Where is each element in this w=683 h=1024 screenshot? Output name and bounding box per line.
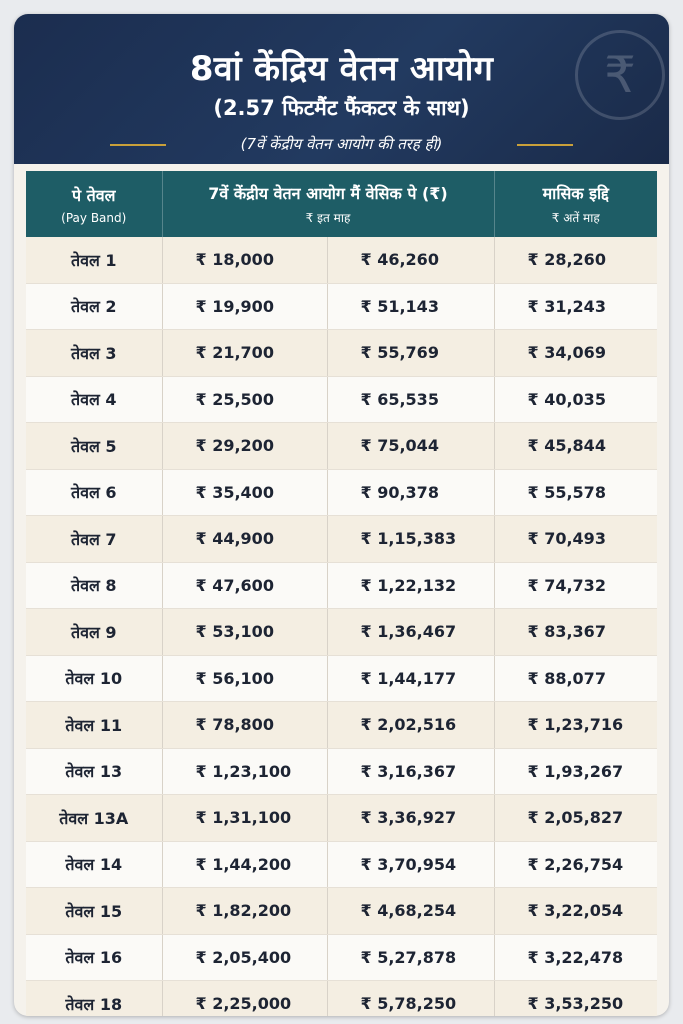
increase-cell: ₹ 2,05,827 [494,795,657,842]
basic-pay-cell: ₹ 44,900 [162,516,327,563]
new-pay-cell: ₹ 3,36,927 [327,795,494,842]
table-row [26,423,657,470]
increase-cell: ₹ 3,22,054 [494,888,657,935]
table-row [26,283,657,330]
new-pay-cell: ₹ 3,70,954 [327,841,494,888]
table-body [26,237,657,1016]
basic-pay-cell: ₹ 29,200 [162,423,327,470]
table-row [26,609,657,656]
basic-pay-cell: ₹ 1,23,100 [162,748,327,795]
level-cell: तेवल 1 [26,237,162,283]
increase-cell: ₹ 70,493 [494,516,657,563]
increase-cell: ₹ 83,367 [494,609,657,656]
table-row [26,469,657,516]
salary-card [14,14,669,1016]
level-cell: तेवल 5 [26,423,162,470]
new-pay-cell: ₹ 1,22,132 [327,562,494,609]
note-row [14,132,669,156]
basic-pay-cell: ₹ 19,900 [162,283,327,330]
new-pay-cell: ₹ 1,44,177 [327,655,494,702]
increase-cell: ₹ 74,732 [494,562,657,609]
table-row [26,888,657,935]
table-row [26,330,657,377]
increase-cell: ₹ 45,844 [494,423,657,470]
level-cell: तेवल 10 [26,655,162,702]
table-row [26,562,657,609]
basic-pay-cell: ₹ 56,100 [162,655,327,702]
new-pay-cell: ₹ 46,260 [327,237,494,283]
increase-cell: ₹ 3,22,478 [494,934,657,981]
new-pay-cell: ₹ 3,16,367 [327,748,494,795]
basic-pay-cell: ₹ 25,500 [162,376,327,423]
level-cell: तेवल 18 [26,981,162,1017]
new-pay-cell: ₹ 65,535 [327,376,494,423]
table-row [26,981,657,1017]
new-pay-cell: ₹ 5,78,250 [327,981,494,1017]
table-row [26,376,657,423]
increase-cell: ₹ 55,578 [494,469,657,516]
level-cell: तेवल 14 [26,841,162,888]
level-cell: तेवल 8 [26,562,162,609]
new-pay-cell: ₹ 5,27,878 [327,934,494,981]
level-cell: तेवल 2 [26,283,162,330]
level-cell: तेवल 3 [26,330,162,377]
new-pay-cell: ₹ 1,36,467 [327,609,494,656]
increase-cell: ₹ 3,53,250 [494,981,657,1017]
page-title: 8वां केंद्रिय वेतन आयोग [189,49,494,89]
increase-cell: ₹ 28,260 [494,237,657,283]
new-pay-cell: ₹ 75,044 [327,423,494,470]
table-row [26,237,657,283]
level-cell: तेवल 11 [26,702,162,749]
basic-pay-cell: ₹ 35,400 [162,469,327,516]
new-pay-cell: ₹ 51,143 [327,283,494,330]
basic-pay-cell: ₹ 2,05,400 [162,934,327,981]
header-basic-pay: 7वें केंद्रीय वेतन आयोग मैं वेसिक पे (₹) ₹ इत माह [162,171,494,237]
increase-cell: ₹ 1,23,716 [494,702,657,749]
level-cell: तेवल 16 [26,934,162,981]
title-banner [14,14,669,164]
page-note: (7वें केंद्रीय वेतन आयोग की तरह ही) [240,135,443,153]
pay-table [26,171,657,1016]
new-pay-cell: ₹ 55,769 [327,330,494,377]
basic-pay-cell: ₹ 18,000 [162,237,327,283]
table-row [26,748,657,795]
page-subtitle: (2.57 फिटमैंट फैंकटर के साथ) [213,96,470,120]
new-pay-cell: ₹ 2,02,516 [327,702,494,749]
basic-pay-cell: ₹ 47,600 [162,562,327,609]
table-row [26,795,657,842]
basic-pay-cell: ₹ 53,100 [162,609,327,656]
increase-cell: ₹ 40,035 [494,376,657,423]
basic-pay-cell: ₹ 78,800 [162,702,327,749]
new-pay-cell: ₹ 90,378 [327,469,494,516]
divider-right [517,144,573,146]
table-row [26,934,657,981]
level-cell: तेवल 7 [26,516,162,563]
rupee-watermark-icon: ₹ [575,30,665,120]
new-pay-cell: ₹ 4,68,254 [327,888,494,935]
basic-pay-cell: ₹ 1,44,200 [162,841,327,888]
level-cell: तेवल 6 [26,469,162,516]
increase-cell: ₹ 31,243 [494,283,657,330]
increase-cell: ₹ 1,93,267 [494,748,657,795]
basic-pay-cell: ₹ 1,82,200 [162,888,327,935]
table-row [26,841,657,888]
header-monthly-increase: मासिक इद्दि ₹ अतें माह [494,171,657,237]
level-cell: तेवल 13 [26,748,162,795]
increase-cell: ₹ 2,26,754 [494,841,657,888]
basic-pay-cell: ₹ 21,700 [162,330,327,377]
increase-cell: ₹ 34,069 [494,330,657,377]
table-row [26,516,657,563]
level-cell: तेवल 13A [26,795,162,842]
table-row [26,702,657,749]
new-pay-cell: ₹ 1,15,383 [327,516,494,563]
table-row [26,655,657,702]
basic-pay-cell: ₹ 1,31,100 [162,795,327,842]
increase-cell: ₹ 88,077 [494,655,657,702]
level-cell: तेवल 9 [26,609,162,656]
basic-pay-cell: ₹ 2,25,000 [162,981,327,1017]
level-cell: तेवल 4 [26,376,162,423]
level-cell: तेवल 15 [26,888,162,935]
table-header-row [26,171,657,237]
header-pay-band: पे तेवल (Pay Band) [26,171,162,237]
